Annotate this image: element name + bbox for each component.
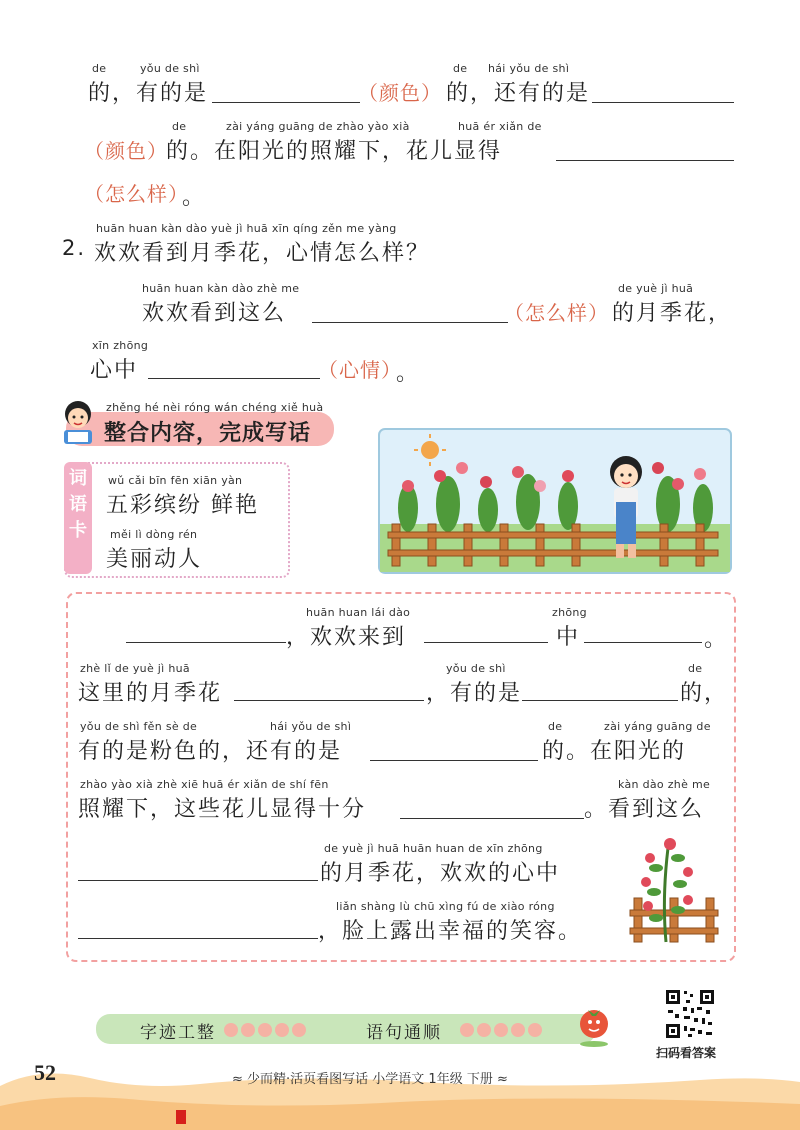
answer-blank[interactable]: [78, 880, 318, 881]
answer-blank[interactable]: [370, 760, 538, 761]
garden-girl-illustration: [378, 428, 732, 574]
hint-color: （颜色）: [358, 81, 442, 105]
hint-how: （怎么样）: [84, 182, 189, 206]
pinyin: de: [92, 62, 107, 75]
rating-stars-fluency[interactable]: [460, 1022, 545, 1041]
writing-text: 的月季花，欢欢的心中: [320, 861, 561, 886]
sentence-text: 的，还有的是: [446, 81, 591, 106]
writing-text: 有的是粉色的，还有的是: [78, 739, 343, 764]
rating-label-handwriting: 字迹工整: [140, 1023, 216, 1043]
word-card-tab: [64, 462, 92, 574]
writing-text: 。看到这么: [584, 797, 705, 822]
pinyin: wǔ cǎi bīn fēn xiān yàn: [108, 474, 243, 487]
rose-fence-illustration: [626, 828, 722, 948]
writing-text: 这里的月季花: [78, 681, 223, 706]
answer-blank[interactable]: [522, 700, 678, 701]
question-number: 2.: [62, 236, 87, 260]
writing-text: 的。在阳光的: [542, 739, 687, 764]
pinyin: zài yáng guāng de: [604, 720, 711, 733]
pinyin: zhè lǐ de yuè jì huā: [80, 662, 190, 675]
pinyin: huā ér xiǎn de: [458, 120, 542, 133]
question-text: 欢欢看到月季花，心情怎么样？: [94, 241, 431, 266]
answer-text: 心中: [90, 358, 139, 383]
pinyin: yǒu de shì: [446, 662, 506, 675]
sentence-text: 的。在阳光的照耀下，花儿显得: [166, 139, 503, 164]
boy-reading-icon: [56, 398, 100, 448]
pinyin: de: [172, 120, 187, 133]
pinyin: de yuè jì huā huān huan de xīn zhōng: [324, 842, 543, 855]
tab-char: 卡: [69, 520, 87, 541]
rating-stars-handwriting[interactable]: [224, 1022, 309, 1041]
pinyin: liǎn shàng lù chū xìng fú de xiào róng: [336, 900, 555, 913]
pinyin: xīn zhōng: [92, 339, 149, 352]
answer-blank[interactable]: [78, 938, 318, 939]
pinyin: yǒu de shì: [140, 62, 200, 75]
writing-text: ，欢欢来到: [286, 625, 407, 650]
answer-blank[interactable]: [126, 642, 286, 643]
answer-text: 欢欢看到这么: [142, 301, 287, 326]
pinyin: hái yǒu de shì: [488, 62, 570, 75]
sentence-text: 的，有的是: [88, 81, 209, 106]
answer-text: 的月季花，: [612, 301, 733, 326]
pinyin: de: [453, 62, 468, 75]
sentence-end: 。: [182, 185, 207, 210]
pinyin: zhào yào xià zhè xiē huā ér xiǎn de shí fēn: [80, 778, 329, 791]
section-title: 整合内容，完成写话: [104, 421, 312, 446]
pinyin: huān huan kàn dào yuè jì huā xīn qíng zěn me yàng: [96, 222, 397, 235]
hint-how: （怎么样）: [504, 301, 609, 325]
pinyin: de: [688, 662, 703, 675]
pinyin: hái yǒu de shì: [270, 720, 352, 733]
tab-char: 词: [69, 468, 87, 489]
vocab-word: 五彩缤纷 鲜艳: [106, 493, 259, 518]
book-info: ≈ 少而精·活页看图写话 小学语文 1年级 下册 ≈: [232, 1072, 508, 1087]
answer-blank[interactable]: [148, 378, 320, 379]
answer-blank[interactable]: [212, 102, 360, 103]
tomato-mascot-icon: [576, 1000, 612, 1048]
pinyin: huān huan kàn dào zhè me: [142, 282, 300, 295]
qr-caption: 扫码看答案: [656, 1046, 717, 1060]
answer-blank[interactable]: [556, 160, 734, 161]
page-number: 52: [34, 1060, 56, 1085]
writing-text: 的，: [680, 681, 729, 706]
tab-char: 语: [69, 494, 87, 515]
pinyin: huān huan lái dào: [306, 606, 411, 619]
answer-blank[interactable]: [592, 102, 734, 103]
writing-text: 中: [556, 625, 581, 650]
writing-text: ，有的是: [426, 681, 523, 706]
hint-mood: （心情）: [318, 358, 402, 382]
pinyin: zhōng: [552, 606, 587, 619]
answer-blank[interactable]: [400, 818, 584, 819]
answer-blank[interactable]: [424, 642, 548, 643]
answer-blank[interactable]: [234, 700, 424, 701]
rating-label-fluency: 语句通顺: [366, 1023, 442, 1043]
pinyin: kàn dào zhè me: [618, 778, 711, 791]
pinyin: měi lì dòng rén: [110, 528, 198, 541]
hint-color: （颜色）: [84, 139, 168, 163]
answer-blank[interactable]: [312, 322, 508, 323]
pinyin: zhěng hé nèi róng wán chéng xiě huà: [106, 401, 324, 414]
writing-text: ，脸上露出幸福的笑容。: [318, 919, 583, 944]
pinyin: de yuè jì huā: [618, 282, 694, 295]
sentence-end: 。: [704, 627, 729, 652]
sentence-end: 。: [396, 361, 421, 386]
writing-text: 照耀下，这些花儿显得十分: [78, 797, 367, 822]
qr-code-icon[interactable]: [664, 988, 716, 1040]
pinyin: zài yáng guāng de zhào yào xià: [226, 120, 410, 133]
answer-blank[interactable]: [584, 642, 702, 643]
vocab-word: 美丽动人: [106, 547, 203, 572]
pinyin: yǒu de shì fěn sè de: [80, 720, 198, 733]
pinyin: de: [548, 720, 563, 733]
